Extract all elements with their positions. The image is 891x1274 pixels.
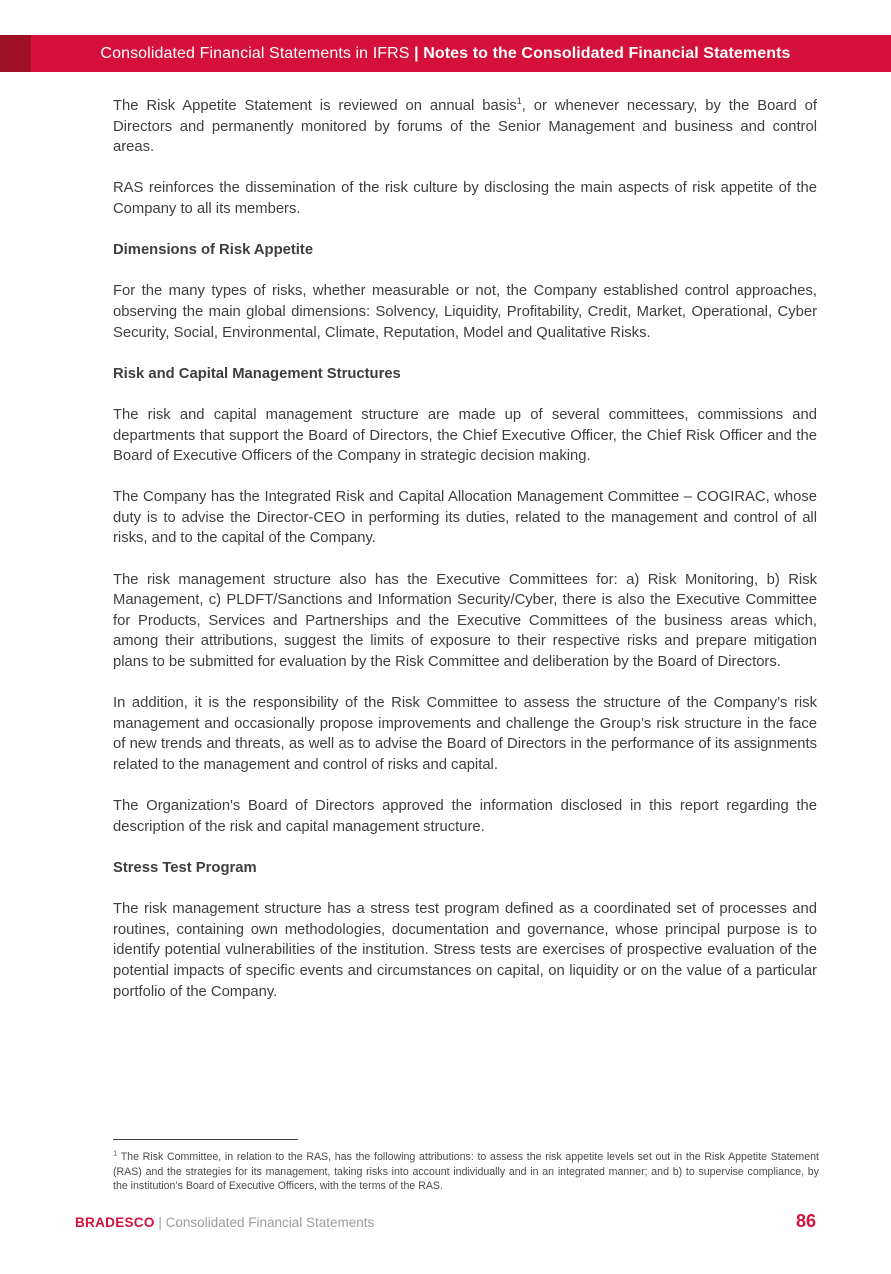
banner-title <box>100 45 790 63</box>
banner-title-subsection: | Notes to the Consolidated Financial Statements <box>414 44 791 62</box>
page-footer <box>75 1211 816 1232</box>
paragraph-risk-committee-responsibility: In addition, it is the responsibility of the Risk Committee to assess the structure of the Company’s risk management and occasionally propose improvements and challenge the Group’s risk structure in the face of new trends and threats, as well as to advise the Board of Directors in the performance of its assignments related to the management and control of risks and capital. <box>113 695 817 773</box>
heading-dimensions-of-risk-appetite: Dimensions of Risk Appetite <box>113 242 314 259</box>
footnote <box>113 1150 819 1194</box>
paragraph-cogirac-committee: The Company has the Integrated Risk and Capital Allocation Management Committee – COGIRAC, whose duty is to advise the Director-CEO in performing its duties, related to the management and control of all risks, and to the capital of the Company. <box>113 489 817 547</box>
header-banner <box>0 35 891 72</box>
paragraph-text: The Risk Appetite Statement is reviewed on annual basis <box>113 98 517 114</box>
page-number: 86 <box>795 1211 816 1231</box>
document-body <box>113 96 817 1023</box>
footnote-text: The Risk Committee, in relation to the RAS, has the following attributions: to assess the risk appetite levels set out in the Risk Appetite Statement (RAS) and the strategies for its management, taking risks into account individually and in an integrated manner; and b) to supervise compliance, by the institution’s Board of Executive Officers, with the terms of the RAS. <box>113 1151 819 1193</box>
paragraph-structure-committees: The risk and capital management structure are made up of several committees, commissions and departments that support the Board of Directors, the Chief Executive Officer, the Chief Risk Officer and the Board of Executive Officers of the Company in strategic decision making. <box>113 406 817 465</box>
paragraph-executive-committees: The risk management structure also has the Executive Committees for: a) Risk Monitoring, b) Risk Management, c) PLDFT/Sanctions and Information Security/Cyber, there is also the Executive Committee for Products, Services and Partnerships and the Executive Committees of the business areas which, among their attributions, suggest the limits of exposure to their respective risks and prepare mitigation plans to be submitted for evaluation by the Risk Committee and deliberation by the Board of Directors. <box>113 571 817 671</box>
paragraph-risk-dimensions: For the many types of risks, whether measurable or not, the Company established control approaches, observing the main global dimensions: Solvency, Liquidity, Profitability, Credit, Market, Operational, Cyber Security, Social, Environmental, Climate, Reputation, Model and Qualitative Risks. <box>113 283 817 341</box>
paragraph-ras-reinforces: RAS reinforces the dissemination of the risk culture by disclosing the main aspects of risk appetite of the Company to all its members. <box>113 180 817 217</box>
paragraph-risk-appetite-review <box>113 96 817 158</box>
footnote-marker: 1 <box>113 1148 118 1158</box>
brand-bradesco: BRADESCO <box>75 1215 155 1230</box>
paragraph-stress-test-program: The risk management structure has a stress test program defined as a coordinated set of processes and routines, containing own methodologies, documentation and governance, whose principal purpose is to identify potential vulnerabilities of the institution. Stress tests are exercises of prospective evaluation of the potential impacts of specific events and circumstances on capital, on liquidity or on the value of a particular portfolio of the Company. <box>113 901 817 1000</box>
footer-brand-line <box>75 1215 374 1230</box>
banner-title-section: Consolidated Financial Statements in IFRS <box>100 44 415 62</box>
footer-document-label: Consolidated Financial Statements <box>165 1215 375 1230</box>
heading-risk-and-capital-management-structures: Risk and Capital Management Structures <box>113 365 401 382</box>
heading-stress-test-program: Stress Test Program <box>113 859 257 876</box>
paragraph-text: , or whenever necessary, by the Board of Directors and permanently monitored by forums of the Senior Management and business and control areas. <box>113 98 818 156</box>
footnote-divider <box>113 1139 298 1140</box>
paragraph-board-approved-report: The Organization's Board of Directors approved the information disclosed in this report regarding the description of the risk and capital management structure. <box>113 798 817 835</box>
footnote-reference-1: 1 <box>516 96 522 107</box>
banner-accent-block <box>0 35 31 72</box>
footer-separator: | <box>154 1215 166 1230</box>
